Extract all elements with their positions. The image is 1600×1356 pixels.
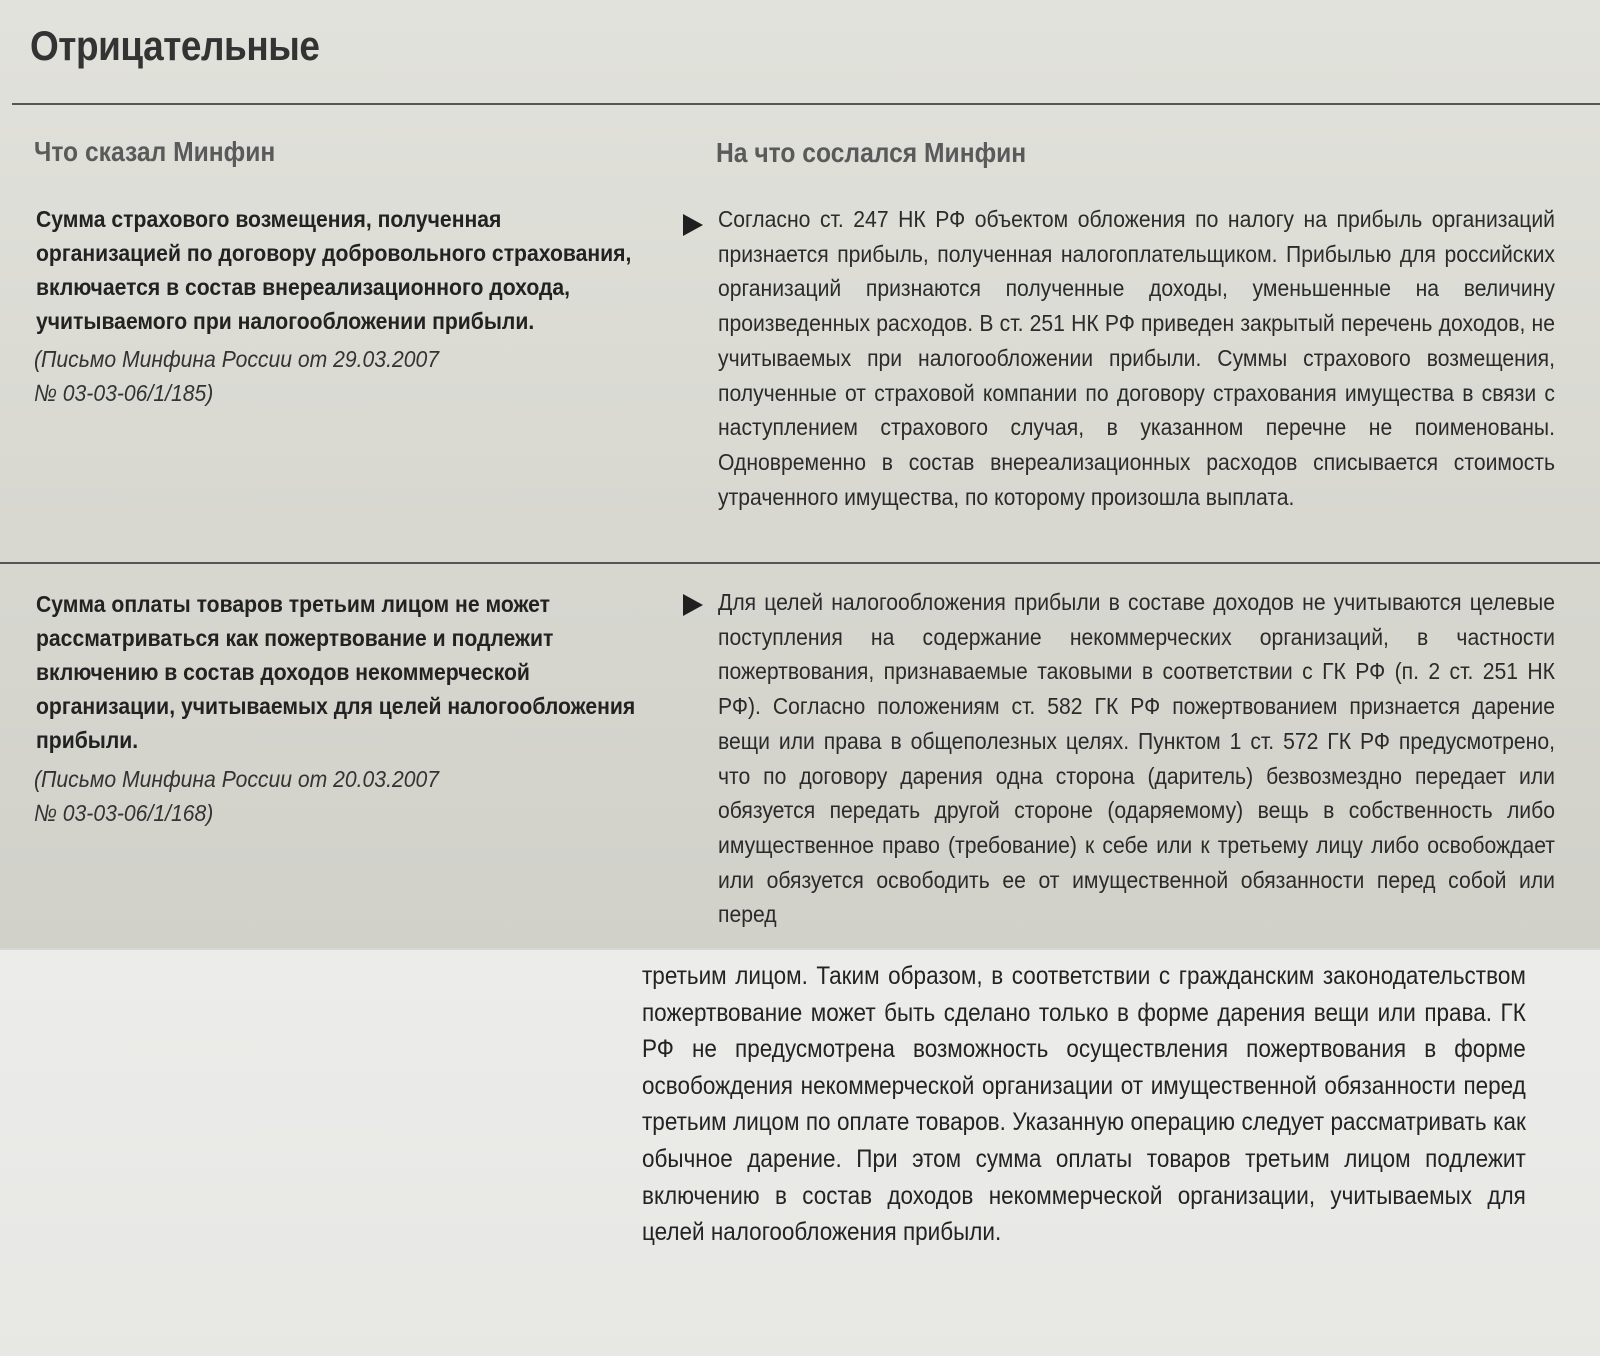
entry-1-arrow-icon: [683, 214, 703, 236]
entry-divider: [0, 562, 1600, 564]
column-header-ministry-referred: На что сослался Минфин: [716, 137, 1027, 168]
entry-2-basis-continuation: третьим лицом. Таким образом, в соответствии с гражданским законодательством пожертвование может быть сделано только в форме дарения вещи или права. ГК РФ не предусмотрена возможность осуществления пожертвования в форме освобождения некоммерческой организации от имущественной обязанности перед третьим лицом по оплате товаров. Указанную операцию следует рассматривать как обычное дарение. При этом сумма оплаты товаров третьим лицом подлежит включению в состав доходов некоммерческой организации, учитываемых для целей налогообложения прибыли.: [642, 962, 1526, 1247]
entry-1-reference: (Письмо Минфина России от 29.03.2007 № 03-03-06/1/185): [34, 346, 439, 406]
column-header-ministry-said: Что сказал Минфин: [34, 136, 276, 167]
entry-1-statement: Сумма страхового возмещения, полученная организацией по договору добровольного страхования, включается в состав внереализационного дохода, учитываемого при налогообложении прибыли.: [36, 206, 632, 334]
section-title: Отрицательные: [30, 22, 320, 69]
entry-2-arrow-icon: [683, 594, 703, 616]
entry-2-reference: (Письмо Минфина России от 20.03.2007 № 03-03-06/1/168): [34, 766, 439, 826]
entry-2-basis: Для целей налогообложения прибыли в составе доходов не учитываются целевые поступления на содержание некоммерческих организаций, в частности пожертвования, признаваемые таковыми в соответствии с ГК РФ (п. 2 ст. 251 НК РФ). Согласно положениям ст. 582 ГК РФ пожертвованием признается дарение вещи или права в общеполезных целях. Пунктом 1 ст. 572 ГК РФ предусмотрено, что по договору дарения одна сторона (даритель) безвозмездно передает или обязуется передать другой стороне (одаряемому) вещь в собственность либо имущественное право (требование) к себе или к третьему лицу либо освобождает или обязуется освободить ее от имущественной обязанности перед собой или перед: [718, 589, 1555, 928]
entry-2-statement: Сумма оплаты товаров третьим лицом не может рассматриваться как пожертвование и подлежит включению в состав доходов некоммерческой организации, учитываемых для целей налогообложения прибыли.: [36, 591, 636, 753]
title-divider: [12, 103, 1600, 105]
entry-1-basis: Согласно ст. 247 НК РФ объектом обложения по налогу на прибыль организаций признается прибыль, полученная налогоплательщиком. Прибылью для российских организаций признаются полученные доходы, уменьшенные на величину произведенных расходов. В ст. 251 НК РФ приведен закрытый перечень доходов, не учитываемых при налогообложении прибыли. Суммы страхового возмещения, полученные от страховой компании по договору страхования имущества в связи с наступлением страхового случая, в указанном перечне не поименованы. Одновременно в состав внереализационных расходов списывается стоимость утраченного имущества, по которому произошла выплата.: [718, 206, 1555, 510]
